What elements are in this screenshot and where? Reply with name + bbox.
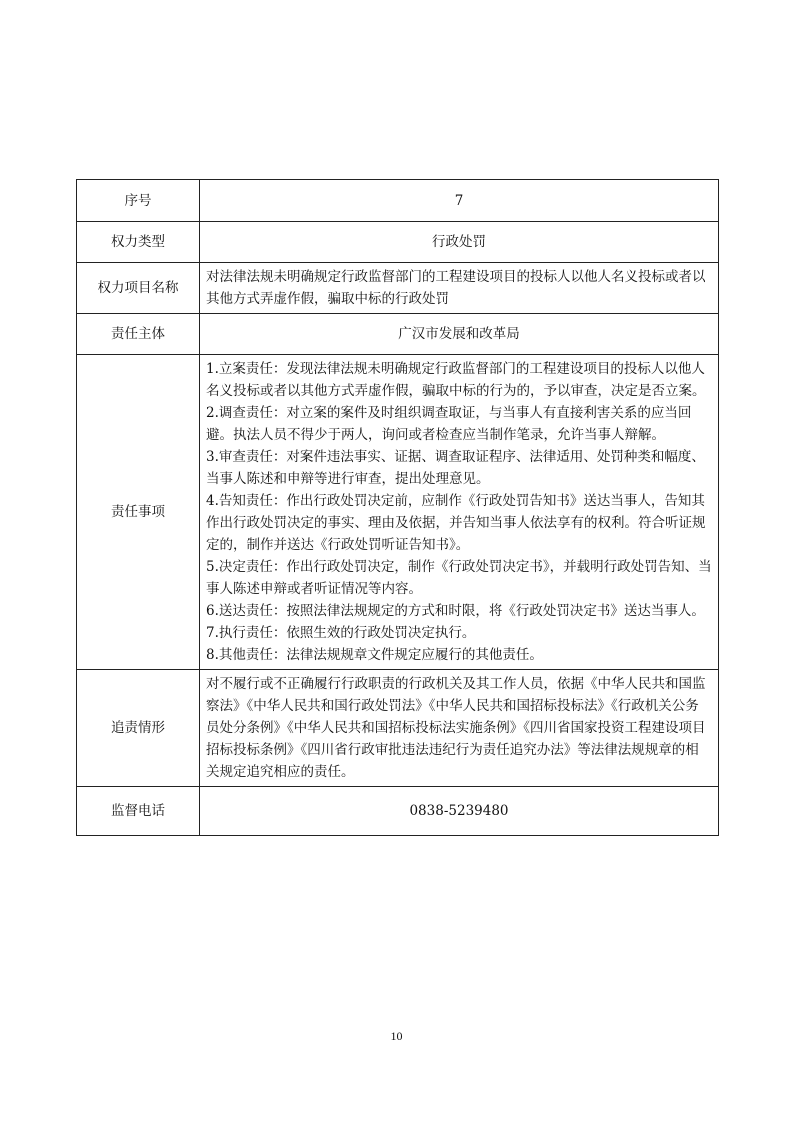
page-number: 10	[390, 1029, 403, 1043]
responsibilities-value	[200, 355, 719, 670]
accountability-value: 对不履行或不正确履行行政职责的行政机关及其工作人员，依据《中华人民共和国监察法》《中华人民共和国行政处罚法》《中华人民共和国招标投标法》《行政机关公务员处分条例》《中华人民共和国招标投标法实施条例》《四川省国家投资工程建设项目招标投标条例》《四川省行政审批违法违纪行为责任追究办法》等法律法规规章的相关规定追究相应的责任。	[200, 670, 719, 787]
accountability-label: 追责情形	[77, 670, 200, 787]
responsibility-item-review: 3.审查责任：对案件违法事实、证据、调查取证程序、法律适用、处罚种类和幅度、当事人陈述和申辩等进行审查，提出处理意见。	[206, 449, 705, 487]
power-type-label: 权力类型	[77, 222, 200, 263]
power-type-value: 行政处罚	[200, 222, 719, 263]
table-row-serial	[77, 180, 719, 222]
responsibility-item-decision: 5.决定责任：作出行政处罚决定，制作《行政处罚决定书》，并载明行政处罚告知、当事人陈述申辩或者听证情况等内容。	[206, 559, 712, 597]
power-list-table	[76, 179, 719, 836]
item-name-label: 权力项目名称	[77, 263, 200, 314]
table-row-responsibilities	[77, 355, 719, 670]
responsibility-item-delivery: 6.送达责任：按照法律法规规定的方式和时限，将《行政处罚决定书》送达当事人。	[206, 603, 705, 619]
serial-label: 序号	[77, 180, 200, 222]
table-row-accountability	[77, 670, 719, 787]
table-row-responsible-body	[77, 314, 719, 355]
hotline-label: 监督电话	[77, 787, 200, 836]
responsible-body-value: 广汉市发展和改革局	[200, 314, 719, 355]
table-row-hotline	[77, 787, 719, 836]
responsibility-item-notification: 4.告知责任：作出行政处罚决定前，应制作《行政处罚告知书》送达当事人，告知其作出行政处罚决定的事实、理由及依据，并告知当事人依法享有的权利。符合听证规定的，制作并送达《行政处罚听证告知书》。	[206, 493, 706, 553]
serial-value: 7	[200, 180, 719, 222]
responsibility-item-execution: 7.执行责任：依照生效的行政处罚决定执行。	[206, 625, 476, 641]
responsibility-item-filing: 1.立案责任：发现法律法规未明确规定行政监督部门的工程建设项目的投标人以他人名义投标或者以其他方式弄虚作假，骗取中标的行为的，予以审查，决定是否立案。	[206, 361, 706, 399]
table-row-item-name	[77, 263, 719, 314]
responsible-body-label: 责任主体	[77, 314, 200, 355]
responsibility-item-other: 8.其他责任：法律法规规章文件规定应履行的其他责任。	[206, 647, 543, 663]
table-row-power-type	[77, 222, 719, 263]
item-name-value: 对法律法规未明确规定行政监督部门的工程建设项目的投标人以他人名义投标或者以其他方式弄虚作假，骗取中标的行政处罚	[200, 263, 719, 314]
hotline-value: 0838-5239480	[200, 787, 719, 836]
responsibilities-label: 责任事项	[77, 355, 200, 670]
responsibility-item-investigation: 2.调查责任：对立案的案件及时组织调查取证，与当事人有直接利害关系的应当回避。执法人员不得少于两人，询问或者检查应当制作笔录，允许当事人辩解。	[206, 405, 692, 443]
